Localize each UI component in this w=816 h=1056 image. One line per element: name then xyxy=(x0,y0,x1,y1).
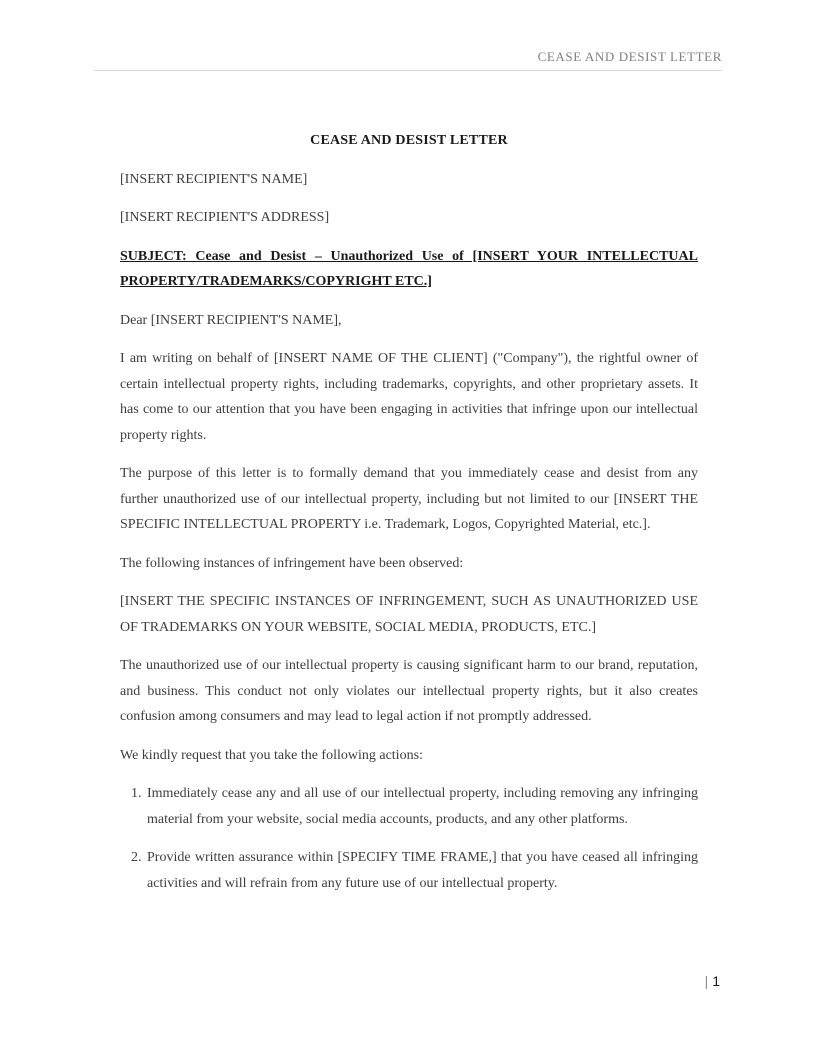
action-item-assurance: 2. Provide written assurance within [SPECIFY TIME FRAME,] that you have ceased all infringing activities and will refrain from any future use of our intellectual property. xyxy=(145,845,698,896)
page-number: 1 xyxy=(712,973,720,989)
action-item-cease: 1. Immediately cease any and all use of our intellectual property, including removing any infringing material from your website, social media accounts, products, and any other platforms. xyxy=(145,781,698,832)
paragraph-instances-placeholder: [INSERT THE SPECIFIC INSTANCES OF INFRINGEMENT, SUCH AS UNAUTHORIZED USE OF TRADEMARKS ON YOUR WEBSITE, SOCIAL MEDIA, PRODUCTS, ETC.] xyxy=(120,594,698,635)
recipient-address-placeholder: [INSERT RECIPIENT'S ADDRESS] xyxy=(120,210,330,225)
page-footer xyxy=(705,973,720,990)
paragraph-on-behalf: I am writing on behalf of [INSERT NAME OF THE CLIENT] ("Company"), the rightful owner of certain intellectual property rights, including trademarks, copyrights, and other proprietary assets. It has come to our attention that you have been engaging in activities that infringe upon our intellectual property rights. xyxy=(120,351,698,443)
letter-title: CEASE AND DESIST LETTER xyxy=(310,133,508,148)
paragraph-request-intro: We kindly request that you take the following actions: xyxy=(120,747,423,763)
footer-separator: | xyxy=(704,973,709,989)
actions-list xyxy=(120,781,698,896)
page-header xyxy=(94,0,722,71)
letter-body xyxy=(120,67,698,909)
salutation: Dear [INSERT RECIPIENT'S NAME], xyxy=(120,312,342,328)
paragraph-demand: The purpose of this letter is to formally demand that you immediately cease and desist from any further unauthorized use of our intellectual property, including but not limited to our [INSERT THE SPECIFIC INTELLECTUAL PROPERTY i.e. Trademark, Logos, Copyrighted Material, etc.]. xyxy=(120,466,698,532)
paragraph-harm: The unauthorized use of our intellectual property is causing significant harm to our brand, reputation, and business. This conduct not only violates our intellectual property rights, but it also creates confusion among consumers and may lead to legal action if not promptly addressed. xyxy=(120,658,698,724)
subject-line: SUBJECT: Cease and Desist – Unauthorized Use of [INSERT YOUR INTELLECTUAL PROPERTY/TRADEMARKS/COPYRIGHT ETC.] xyxy=(120,248,698,289)
recipient-name-placeholder: [INSERT RECIPIENT'S NAME] xyxy=(120,171,308,187)
running-header-title: CEASE AND DESIST LETTER xyxy=(537,49,722,64)
paragraph-instances-intro: The following instances of infringement have been observed: xyxy=(120,555,464,571)
